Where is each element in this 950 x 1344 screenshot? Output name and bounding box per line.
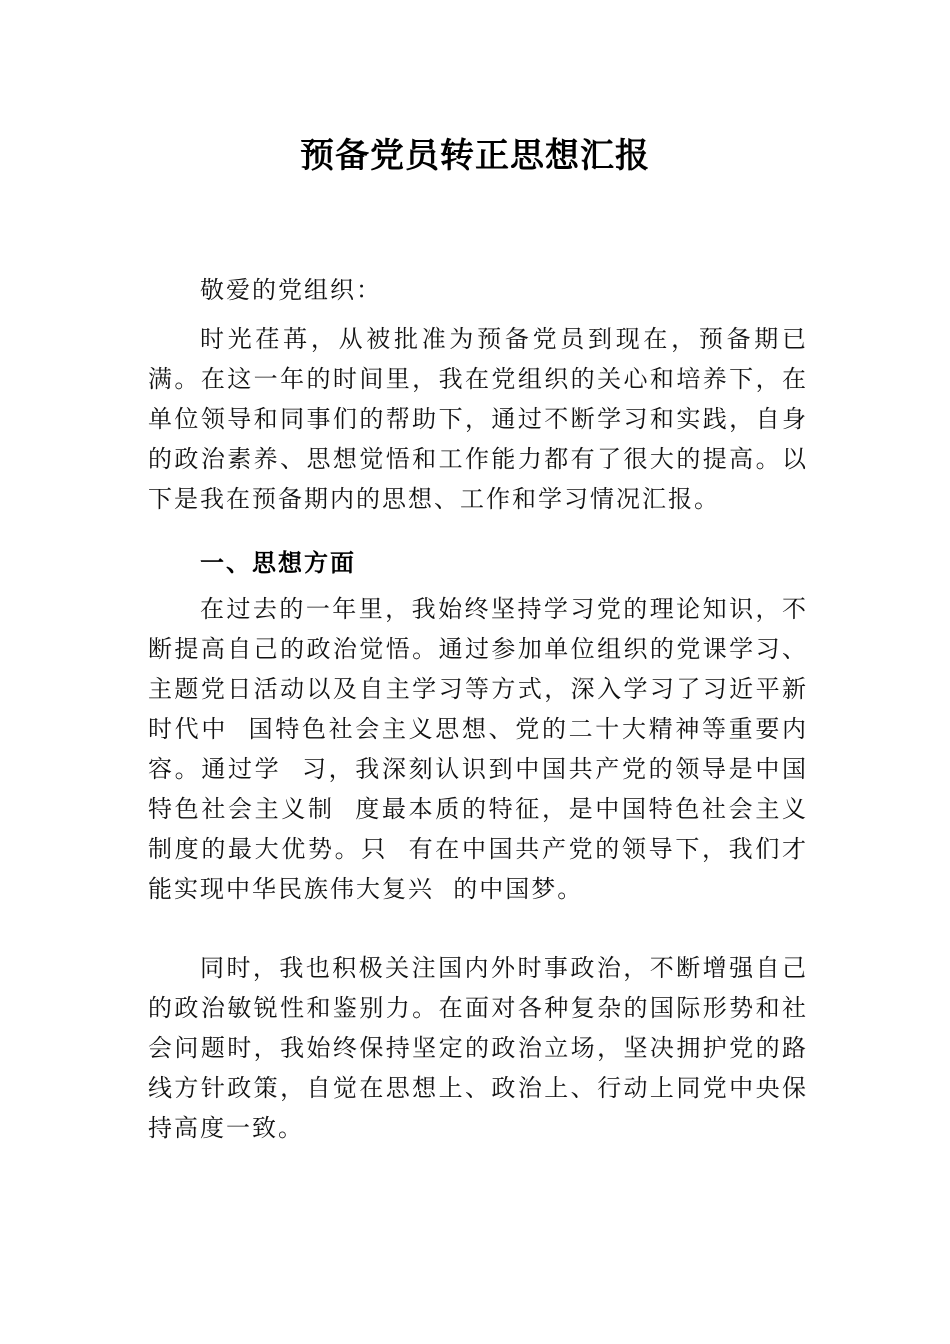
- paragraph-intro: 时光荏苒，从被批准为预备党员到现在，预备期已满。在这一年的时间里，我在党组织的关心和培养下，在单位领导和同事们的帮助下，通过不断学习和实践，自身的政治素养、思想觉悟和工作能力都有了很大的提高。以下是我在预备期内的思想、工作和学习情况汇报。: [148, 325, 808, 513]
- document-title: 预备党员转正思想汇报: [300, 136, 650, 176]
- paragraph-political-awareness: 同时，我也积极关注国内外时事政治，不断增强自己的政治敏锐性和鉴别力。在面对各种复杂的国际形势和社会问题时，我始终保持坚定的政治立场，坚决拥护党的路线方针政策，自觉在思想上、政治上、行动上同党中央保持高度一致。: [148, 954, 808, 1142]
- paragraph-thought-study: 在过去的一年里，我始终坚持学习党的理论知识，不断提高自己的政治觉悟。通过参加单位组织的党课学习、主题党日活动以及自主学习等方式，深入学习了习近平新时代中 国特色社会主义思想、党的二十大精神等重要内容。通过学 习，我深刻认识到中国共产党的领导是中国特色社会主义制 度最本质的特征，是中国特色社会主义制度的最大优势。只 有在中国共产党的领导下，我们才能实现中华民族伟大复兴 的中国梦。: [148, 595, 808, 903]
- salutation: 敬爱的党组织：: [200, 276, 382, 304]
- section-heading-thought: 一、思想方面: [200, 549, 356, 577]
